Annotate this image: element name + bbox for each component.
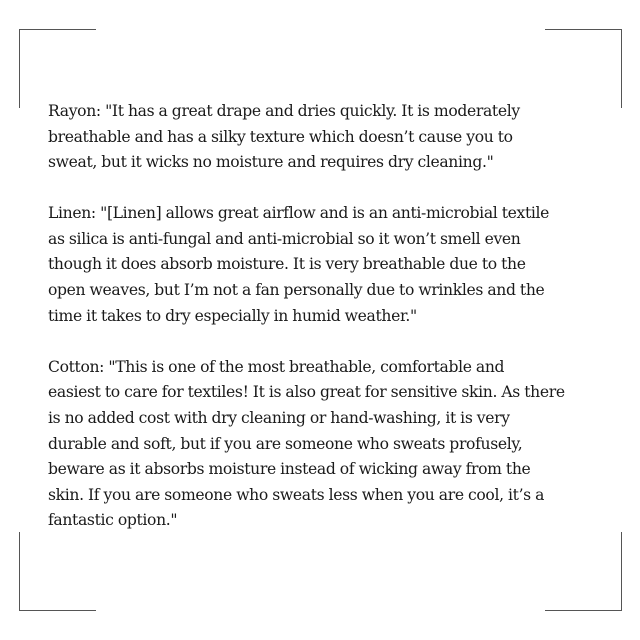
- text-line: Rayon: "It has a great drape and dries quickly. It is moderately: [48, 102, 520, 120]
- text-line: durable and soft, but if you are someone who sweats profusely,: [48, 434, 523, 453]
- text-line: though it does absorb moisture. It is very breathable due to the: [48, 255, 526, 274]
- text-line: open weaves, but I’m not a fan personally due to wrinkles and the: [48, 281, 545, 300]
- frame-corner-top-left: [19, 29, 96, 108]
- text-line: is no added cost with dry cleaning or hand-washing, it is very: [48, 408, 510, 427]
- text-line: beware as it absorbs moisture instead of wicking away from the: [48, 460, 531, 479]
- quote-text-block: [48, 99, 608, 559]
- linen-paragraph: [48, 201, 608, 329]
- rayon-paragraph: [48, 99, 608, 176]
- text-line: time it takes to dry especially in humid weather.": [48, 306, 417, 325]
- text-line: breathable and has a silky texture which doesn’t cause you to: [48, 127, 513, 146]
- cotton-paragraph: [48, 355, 608, 534]
- text-line: Cotton: "This is one of the most breathable, comfortable and: [48, 357, 505, 376]
- text-line: fantastic option.": [48, 511, 178, 530]
- text-line: sweat, but it wicks no moisture and requires dry cleaning.": [48, 153, 494, 172]
- text-line: easiest to care for textiles! It is also great for sensitive skin. As there: [48, 383, 565, 402]
- frame-corner-top-right: [545, 29, 622, 108]
- text-line: as silica is anti-fungal and anti-microbial so it won’t smell even: [48, 229, 521, 248]
- text-line: Linen: "[Linen] allows great airflow and is an anti-microbial textile: [48, 204, 550, 223]
- text-line: skin. If you are someone who sweats less when you are cool, it’s a: [48, 485, 545, 504]
